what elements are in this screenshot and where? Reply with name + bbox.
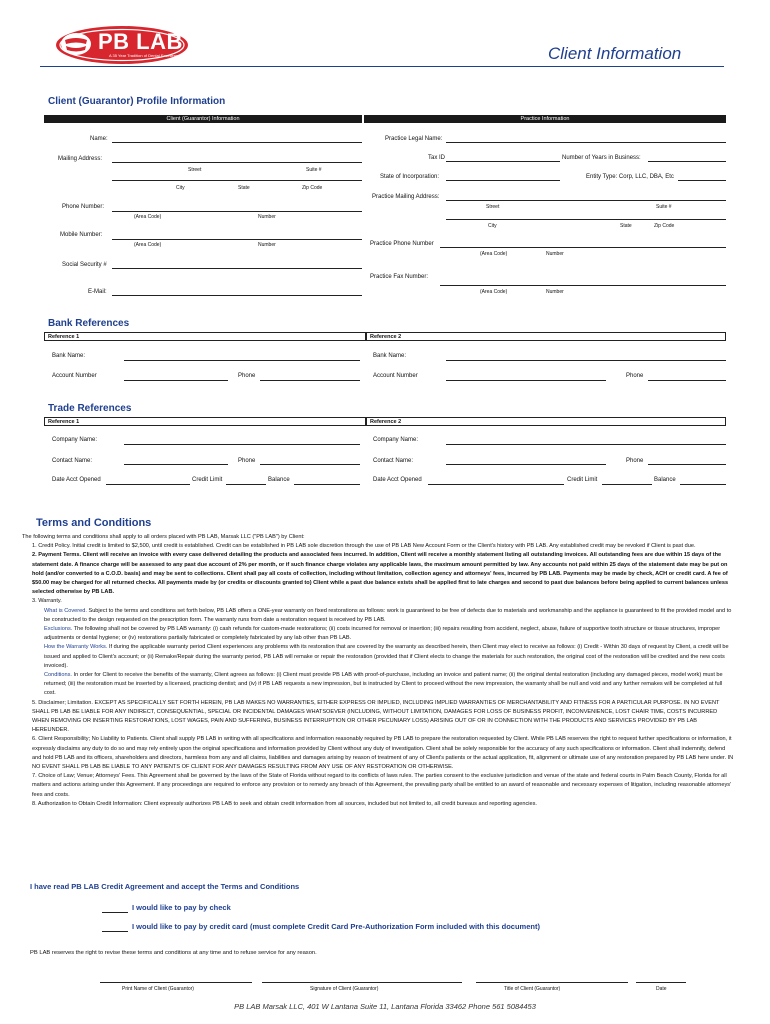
- company-logo: [54, 24, 190, 66]
- practice-phone-field[interactable]: [440, 247, 726, 248]
- terms-intro: The following terms and conditions shall apply to all orders placed with PB LAB, Marsak LLC ("PB LAB") by Client:: [22, 534, 305, 540]
- incorporation-label: State of Incorporation:: [380, 174, 440, 180]
- bank1-account-label: Account Number: [52, 373, 97, 379]
- name-field[interactable]: [112, 142, 362, 143]
- document-title: Client Information: [548, 44, 682, 63]
- practice-fax-label: Practice Fax Number:: [370, 274, 429, 280]
- trade1-company-label: Company Name:: [52, 437, 98, 443]
- trade1-company-field[interactable]: [124, 444, 360, 445]
- trade2-contact-label: Contact Name:: [373, 458, 414, 464]
- mobile-field[interactable]: [112, 239, 362, 240]
- title-rule: [40, 66, 724, 67]
- mobile-number-caption: Number: [258, 242, 276, 248]
- trade-ref2-header: Reference 2: [366, 417, 726, 426]
- client-info-header: Client (Guarantor) Information: [44, 115, 362, 123]
- pay-check-blank[interactable]: [102, 912, 128, 913]
- suite-caption: Suite #: [306, 167, 322, 173]
- mailing-street-field[interactable]: [112, 162, 362, 163]
- practice-fax-number-caption: Number: [546, 289, 564, 295]
- trade2-balance-label: Balance: [654, 477, 676, 483]
- practice-street-field[interactable]: [446, 200, 726, 201]
- reserve-statement: PB LAB reserves the right to revise these terms and conditions at any time and to refuse service for any reason.: [30, 950, 317, 956]
- practice-mailing-label: Practice Mailing Address:: [372, 194, 440, 200]
- term-choice-of-law: 7. Choice of Law; Venue; Attorneys' Fees. This Agreement shall be governed by the laws of the State of Florida without regard to its conflicts of laws rules. The parties consent to the exclusive jurisdiction and venue of the state and federal courts in Palm Beach County, Florida for all matters and actions arising under this Agreement. If any proceedings are required to enforce any provision or to remedy any breach of this Agreement, the prevailing party shall be entitled to an award of reasonable and necessary expenses of litigation, including reasonable attorneys' fees and costs.: [32, 773, 732, 798]
- terms-body: [22, 533, 734, 809]
- warranty-covered-text: Subject to the terms and conditions set forth below, PB LAB offers a ONE-year warranty on fixed restorations as follows: work is guaranteed to be free of defects due to materials and workmanship and the appliance is guaranteed to fit the provided model and to be constructed to the design requested on the prescription form. The warranty runs from date a restoration request is received by PB LAB.: [44, 607, 732, 623]
- term-payment: 2. Payment Terms. Client will receive an invoice with every case delivered detailing the products and associated fees incurred. In addition, Client will receive a monthly statement listing all outstanding invoices. All outstanding fees are due within 15 days of the statement date. A finance charge will be assessed to any past due account of 2% per month, or if such finance charge violates any applicable laws, the maximum amount permitted by law. Any accounts not paid within 25 days of the statement date may be put on hold (and/or converted to a C.O.D. basis) and may be sent to collections. Client shall pay all costs of collection, including without limitation, collection agency and attorneys' fees, incurred by PB LAB. Payments may be made by check, ACH or credit card. A fee of $50.00 may be charged for all returned checks. All payments made by (or credits or discounts granted to) Client while a past due balance exists shall be applied first to late charges and second to past due balances before being applied to current balances unless selected otherwise by PB LAB.: [32, 552, 729, 596]
- practice-state-caption: State: [620, 223, 632, 229]
- title-caption: Title of Client (Guarantor): [504, 986, 561, 992]
- phone-number-caption: Number: [258, 214, 276, 220]
- bank2-name-field[interactable]: [446, 360, 726, 361]
- term-warranty: 3. Warranty.: [32, 598, 62, 605]
- trade2-balance-field[interactable]: [680, 484, 726, 485]
- bank-ref2-header: Reference 2: [366, 332, 726, 341]
- trade2-phone-label: Phone: [626, 458, 644, 464]
- trade1-phone-field[interactable]: [260, 464, 360, 465]
- years-label: Number of Years in Business:: [562, 155, 641, 161]
- trade1-phone-label: Phone: [238, 458, 256, 464]
- title-line[interactable]: [476, 982, 628, 983]
- tax-id-label: Tax ID: [428, 155, 446, 161]
- terms-heading: Terms and Conditions: [36, 517, 152, 529]
- practice-suite-caption: Suite #: [656, 204, 672, 210]
- footer-address: PB LAB Marsak LLC, 401 W Lantana Suite 11, Lantana Florida 33462 Phone 561 5084453: [234, 1002, 536, 1011]
- trade1-credit-label: Credit Limit: [192, 477, 223, 483]
- warranty-conditions: [22, 671, 734, 699]
- warranty-how: [22, 643, 734, 671]
- signature-caption: Signature of Client (Guarantor): [310, 986, 379, 992]
- trade1-date-label: Date Acct Opened: [52, 477, 101, 483]
- warranty-how-title: How the Warranty Works.: [44, 644, 108, 651]
- email-label: E-Mail:: [88, 289, 107, 295]
- mobile-area-caption: (Area Code): [134, 242, 162, 248]
- signature-line[interactable]: [262, 982, 462, 983]
- warranty-covered: [22, 607, 734, 625]
- practice-phone-label: Practice Phone Number: [370, 241, 434, 247]
- term-client-responsibility: 6. Client Responsibility; No Liability to Patients. Client shall supply PB LAB in writing with all specifications and information reasonably required by PB LAB to prepare the restoration requested by Client. While PB LAB reserves the right to request further specifications or information, it expressly disclaims any duty to do so and may rely entirely upon the original specifications and information provided by Client without any duty of investigation. Client shall be solely responsible for the accuracy of any such specifications or information. Client shall indemnify, defend and hold PB LAB and its officers, shareholders and directors, harmless from any and all claims, liabilities and damages arising by reason of treatment of any of Client's patients or the actual application, fit, alignment or ultimate use of any restoration prepared by PB LAB here under. IN NO EVENT SHALL PB LAB BE LIABLE TO ANY PATIENTS OF CLIENT FOR ANY DAMAGES RESULTING FROM ANY USE OF ANY RESTORATION OR OTHERWISE.: [32, 736, 734, 771]
- bank-ref1-header: Reference 1: [44, 332, 366, 341]
- practice-legal-field[interactable]: [446, 142, 726, 143]
- date-line[interactable]: [636, 982, 686, 983]
- phone-area-caption: (Area Code): [134, 214, 162, 220]
- practice-fax-field[interactable]: [440, 285, 726, 286]
- bank1-name-label: Bank Name:: [52, 353, 86, 359]
- term-credit-policy: 1. Credit Policy. Initial credit is limited to $2,500, until credit is established. Credit can be established in PB LAB sole discretion through the use of PB LAB New Account Form or the Client's history with PB LAB. Any established credit may be revoked if Client is past due.: [32, 543, 696, 550]
- tax-id-field[interactable]: [446, 161, 560, 162]
- warranty-covered-title: What is Covered.: [44, 607, 87, 614]
- warranty-conditions-title: Conditions.: [44, 672, 72, 679]
- trade2-company-label: Company Name:: [373, 437, 419, 443]
- mailing-address-label: Mailing Address:: [58, 156, 103, 162]
- practice-city-field[interactable]: [446, 219, 726, 220]
- practice-info-header: Practice Information: [364, 115, 726, 123]
- entity-type-field[interactable]: [678, 180, 726, 181]
- bank2-account-field[interactable]: [446, 380, 606, 381]
- trade1-balance-label: Balance: [268, 477, 290, 483]
- practice-zip-caption: Zip Code: [654, 223, 675, 229]
- bank1-name-field[interactable]: [124, 360, 360, 361]
- years-field[interactable]: [648, 161, 726, 162]
- state-caption: State: [238, 185, 250, 191]
- warranty-conditions-text: In order for Client to receive the benefits of the warranty, Client agrees as follows: (i) Client must provide PB LAB with proof-of-purchase, including an invoice and patient name; (ii) the original dental restoration (including any damaged pieces, model work) must be returned; (iii) the restoration must be inserted by a licensed, practicing dentist; and (iv) if PB LAB requests a new impression, but is instructed by Client to proceed without the new impression, the warranty shall be null and void and any further remakes will be completed at full cost.: [44, 672, 723, 697]
- trade2-contact-field[interactable]: [446, 464, 606, 465]
- trade2-company-field[interactable]: [446, 444, 726, 445]
- agreement-statement: I have read PB LAB Credit Agreement and accept the Terms and Conditions: [30, 882, 300, 891]
- bank2-name-label: Bank Name:: [373, 353, 407, 359]
- trade1-contact-field[interactable]: [124, 464, 228, 465]
- term-disclaimer: 5. Disclaimer; Limitation. EXCEPT AS SPECIFICALLY SET FORTH HEREIN, PB LAB MAKES NO WARRANTIES, EITHER EXPRESS OR IMPLIED, INCLUDING IMPLIED WARRANTIES OF MERCHANTABILITY AND FITNESS FOR A PARTICULAR PURPOSE. IN NO EVENT SHALL PB LAB BE LIABLE FOR ANY INDIRECT, CONSEQUENTIAL, SPECIAL OR INCIDENTAL DAMAGES WHATSOEVER (INCLUDING, WITHOUT LIMITATION, DAMAGES FOR LOSS OF BUSINESS PROFIT, INCONVENIENCE, LOST CHAIR TIME, COSTS INCURRED WHEN REMOVING OR INSERTING RESTORATIONS, LOST WAGES, PAIN AND SUFFERING, BUSINESS INTERRUPTION OR OTHER PECUNIARY LOSS) ARISING OUT OF OR IN CONNECTION WITH THE PRODUCTS AND SERVICES PROVIDED BY PB LAB HEREUNDER.: [32, 699, 720, 734]
- date-caption: Date: [656, 986, 667, 992]
- city-caption: City: [176, 185, 185, 191]
- bank2-phone-label: Phone: [626, 373, 644, 379]
- trade1-contact-label: Contact Name:: [52, 458, 93, 464]
- warranty-exclusions-title: Exclusions.: [44, 626, 73, 633]
- warranty-exclusions-text: The following shall not be covered by PB LAB warranty: (i) cash refunds for custom-made restorations; (ii) costs incurred for removal or insertion; (iii) repairs resulting from accident, neglect, abuse, failure of supportive tooth structure or tissue structures, improper adjustments or dental hygiene; or (iv) restorations partially fabricated or completely fabricated by any lab other than PB LAB.: [44, 626, 721, 642]
- zip-caption: Zip Code: [302, 185, 323, 191]
- trade2-phone-field[interactable]: [648, 464, 726, 465]
- street-caption: Street: [188, 167, 202, 173]
- practice-city-caption: City: [488, 223, 497, 229]
- bank1-account-field[interactable]: [124, 380, 228, 381]
- trade1-date-field[interactable]: [106, 484, 190, 485]
- name-label: Name:: [90, 136, 108, 142]
- pay-card-option: I would like to pay by credit card (must complete Credit Card Pre-Authorization Form included with this document): [132, 922, 540, 931]
- warranty-how-text: If during the applicable warranty period Client experiences any problems with its restoration that are covered by the warranty as described herein, then Client may elect to receive as follows: (i) Credit - Within 30 days of request by Client, a credit will be issued and applied to Client's account; or (ii) Remake/Repair during the warranty period, PB LAB will remake or repair the restoration (provided that if Client elects to change the materials for such restoration, the original cost of the restoration will be credited and the new costs invoiced).: [44, 644, 729, 669]
- trade2-credit-label: Credit Limit: [567, 477, 598, 483]
- trade1-balance-field[interactable]: [294, 484, 360, 485]
- ssn-field[interactable]: [112, 268, 362, 269]
- pay-card-blank[interactable]: [102, 931, 128, 932]
- print-name-line[interactable]: [100, 982, 252, 983]
- practice-phone-area-caption: (Area Code): [480, 251, 508, 257]
- logo-text: PB LAB: [98, 29, 183, 54]
- term-authorization: 8. Authorization to Obtain Credit Information: Client expressly authorizes PB LAB to seek and obtain credit information from all sources, included but not limited to, all credit bureaus and reporting agencies.: [32, 800, 537, 807]
- logo-tagline: A 35 Year Tradition of Dental Excellence: [109, 53, 181, 58]
- entity-type-label: Entity Type: Corp, LLC, DBA, Etc: [586, 174, 674, 180]
- trade2-credit-field[interactable]: [602, 484, 652, 485]
- bank2-account-label: Account Number: [373, 373, 418, 379]
- mobile-label: Mobile Number:: [60, 232, 103, 238]
- trade-references-heading: Trade References: [48, 403, 132, 414]
- email-field[interactable]: [112, 295, 362, 296]
- phone-label: Phone Number:: [62, 204, 105, 210]
- trade2-date-label: Date Acct Opened: [373, 477, 422, 483]
- mailing-city-field[interactable]: [112, 180, 362, 181]
- trade2-date-field[interactable]: [428, 484, 564, 485]
- warranty-exclusions: [22, 625, 734, 643]
- profile-heading: Client (Guarantor) Profile Information: [48, 96, 226, 107]
- practice-street-caption: Street: [486, 204, 500, 210]
- phone-field[interactable]: [112, 211, 362, 212]
- practice-fax-area-caption: (Area Code): [480, 289, 508, 295]
- pay-check-option: I would like to pay by check: [132, 903, 231, 912]
- bank1-phone-label: Phone: [238, 373, 256, 379]
- ssn-label: Social Security #: [62, 262, 107, 268]
- practice-legal-label: Practice Legal Name:: [385, 136, 443, 142]
- bank1-phone-field[interactable]: [260, 380, 360, 381]
- bank2-phone-field[interactable]: [648, 380, 726, 381]
- print-name-caption: Print Name of Client (Guarantor): [122, 986, 194, 992]
- bank-references-heading: Bank References: [48, 318, 130, 329]
- trade1-credit-field[interactable]: [226, 484, 266, 485]
- practice-phone-number-caption: Number: [546, 251, 564, 257]
- incorporation-field[interactable]: [446, 180, 560, 181]
- trade-ref1-header: Reference 1: [44, 417, 366, 426]
